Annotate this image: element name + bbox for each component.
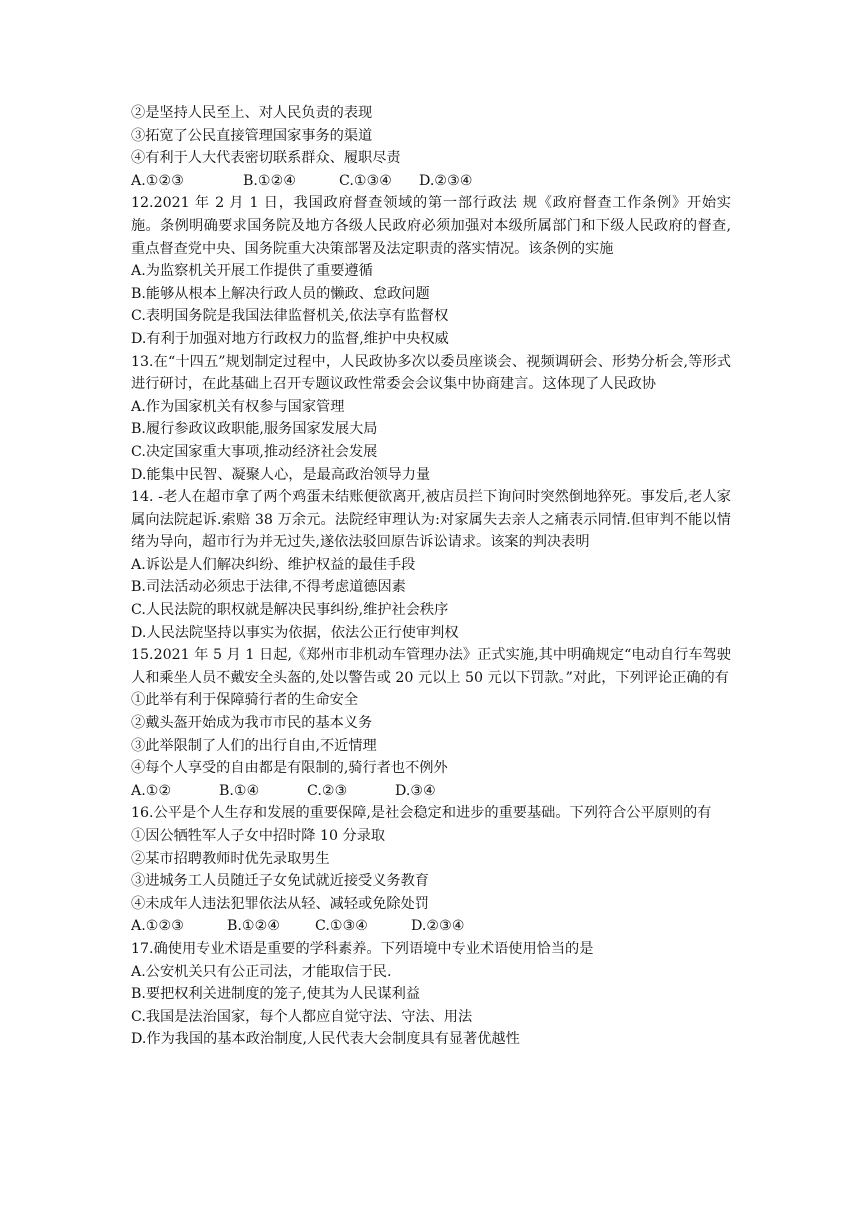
q17-option-b[interactable]: B.要把权利关进制度的笼子,使其为人民谋利益 [131, 986, 421, 1003]
q14-option-b[interactable]: B.司法活动必须忠于法律,不得考虑道德因素 [131, 579, 406, 596]
statement-2: ②是坚持人民至上、对人民负责的表现 [131, 105, 373, 121]
statement-3: ③拓宽了公民直接管理国家事务的渠道 [131, 127, 373, 144]
q15-stem: 15.2021 年 5 月 1 日起,《郑州市非机动车管理办法》正式实施,其中明确规定“电动自行车驾驶人和乘坐人员不戴安全头盔的,处以警告或 20 元以上 50 元以下罚款。”对此，下列评论正确的有 [131, 647, 731, 686]
q12-option-d[interactable]: D.有利于加强对地方行政权力的监督,维护中央权威 [131, 330, 449, 347]
option-c[interactable]: C.①③④ [339, 172, 393, 189]
option-b[interactable]: B.①②④ [227, 918, 281, 935]
q17-option-d[interactable]: D.作为我国的基本政治制度,人民代表大会制度具有显著优越性 [131, 1031, 520, 1048]
q13-option-a[interactable]: A.作为国家机关有权参与国家管理 [131, 398, 345, 415]
option-a[interactable]: A.①②③ [131, 918, 184, 935]
q12-option-a[interactable]: A.为监察机关开展工作提供了重要遵循 [131, 263, 373, 280]
option-a[interactable]: A.①②③ [131, 172, 184, 189]
q17-stem: 17.确使用专业术语是重要的学科素养。下列语境中专业术语使用恰当的是 [131, 940, 594, 957]
q14-stem: 14. -老人在超市拿了两个鸡蛋未结账便欲离开,被店员拦下询问时突然倒地猝死。事发后,老人家属向法院起诉.索赔 38 万余元。法院经审理认为:对家属失去亲人之痛表示同情.但审判不能以情绪为导向，超市行为并无过失,遂依法驳回原告诉讼请求。该案的判决表明 [131, 489, 731, 551]
q16-statement-3: ③进城务工人员随迁子女免试就近接受义务教育 [131, 873, 429, 890]
statement-4: ④有利于人大代表密切联系群众、履职尽责 [131, 150, 401, 167]
q13-option-b[interactable]: B.履行参政议政职能,服务国家发展大局 [131, 421, 378, 438]
question-content [131, 102, 731, 1051]
option-d[interactable]: D.②③④ [419, 172, 473, 189]
q17-option-a[interactable]: A.公安机关只有公正司法，才能取信于民. [131, 963, 392, 980]
q15-statement-3: ③此举限制了人们的出行自由,不近情理 [131, 737, 377, 754]
q15-statement-1: ①此举有利于保障骑行者的生命安全 [131, 692, 359, 709]
q16-statement-1: ①因公牺牲军人子女中招时降 10 分录取 [131, 828, 386, 844]
option-b[interactable]: B.①②④ [243, 172, 297, 189]
q16-options [131, 915, 731, 938]
q13-option-c[interactable]: C.决定国家重大事项,推动经济社会发展 [131, 443, 378, 460]
option-d[interactable]: D.②③④ [411, 918, 465, 935]
q11-options [131, 170, 731, 193]
q16-stem: 16.公平是个人生存和发展的重要保障,是社会稳定和进步的重要基础。下列符合公平原则的有 [131, 805, 712, 822]
q14-option-c[interactable]: C.人民法院的职权就是解决民事纠纷,维护社会秩序 [131, 602, 449, 619]
option-c[interactable]: C.①③④ [315, 918, 369, 935]
q12-option-c[interactable]: C.表明国务院是我国法律监督机关,依法享有监督权 [131, 308, 449, 325]
option-b[interactable]: B.①④ [219, 782, 260, 799]
q16-statement-4: ④未成年人违法犯罪依法从轻、减轻或免除处罚 [131, 895, 429, 912]
q12-option-b[interactable]: B.能够从根本上解决行政人员的懒政、怠政问题 [131, 285, 430, 302]
q13-option-d[interactable]: D.能集中民智、凝聚人心，是最高政治领导力量 [131, 466, 431, 483]
q15-statement-2: ②戴头盔开始成为我市市民的基本义务 [131, 715, 373, 732]
q13-stem: 13.在“十四五”规划制定过程中，人民政协多次以委员座谈会、视频调研会、形势分析会,等形式进行研讨，在此基础上召开专题议政性常委会会议集中协商建言。这体现了人民政协 [131, 353, 731, 393]
q12-stem: 12.2021 年 2 月 1 日，我国政府督查领域的第一部行政法 规《政府督查工作条例》开始实施。条例明确要求国务院及地方各级人民政府必须加强对本级所属部门和下级人民政府的督查,重点督查党中央、国务院重大决策部署及法定职责的落实情况。该条例的实施 [131, 195, 731, 257]
q14-option-d[interactable]: D.人民法院坚持以事实为依据，依法公正行使审判权 [131, 624, 459, 641]
option-a[interactable]: A.①② [131, 782, 172, 799]
q15-options [131, 780, 731, 803]
q17-option-c[interactable]: C.我国是法治国家，每个人都应自觉守法、守法、用法 [131, 1008, 473, 1025]
q16-statement-2: ②某市招聘教师时优先录取男生 [131, 850, 330, 867]
q14-option-a[interactable]: A.诉讼是人们解决纠纷、维护权益的最佳手段 [131, 556, 416, 573]
q15-statement-4: ④每个人享受的自由都是有限制的,骑行者也不例外 [131, 760, 448, 777]
option-d[interactable]: D.③④ [395, 782, 436, 799]
option-c[interactable]: C.②③ [307, 782, 348, 799]
